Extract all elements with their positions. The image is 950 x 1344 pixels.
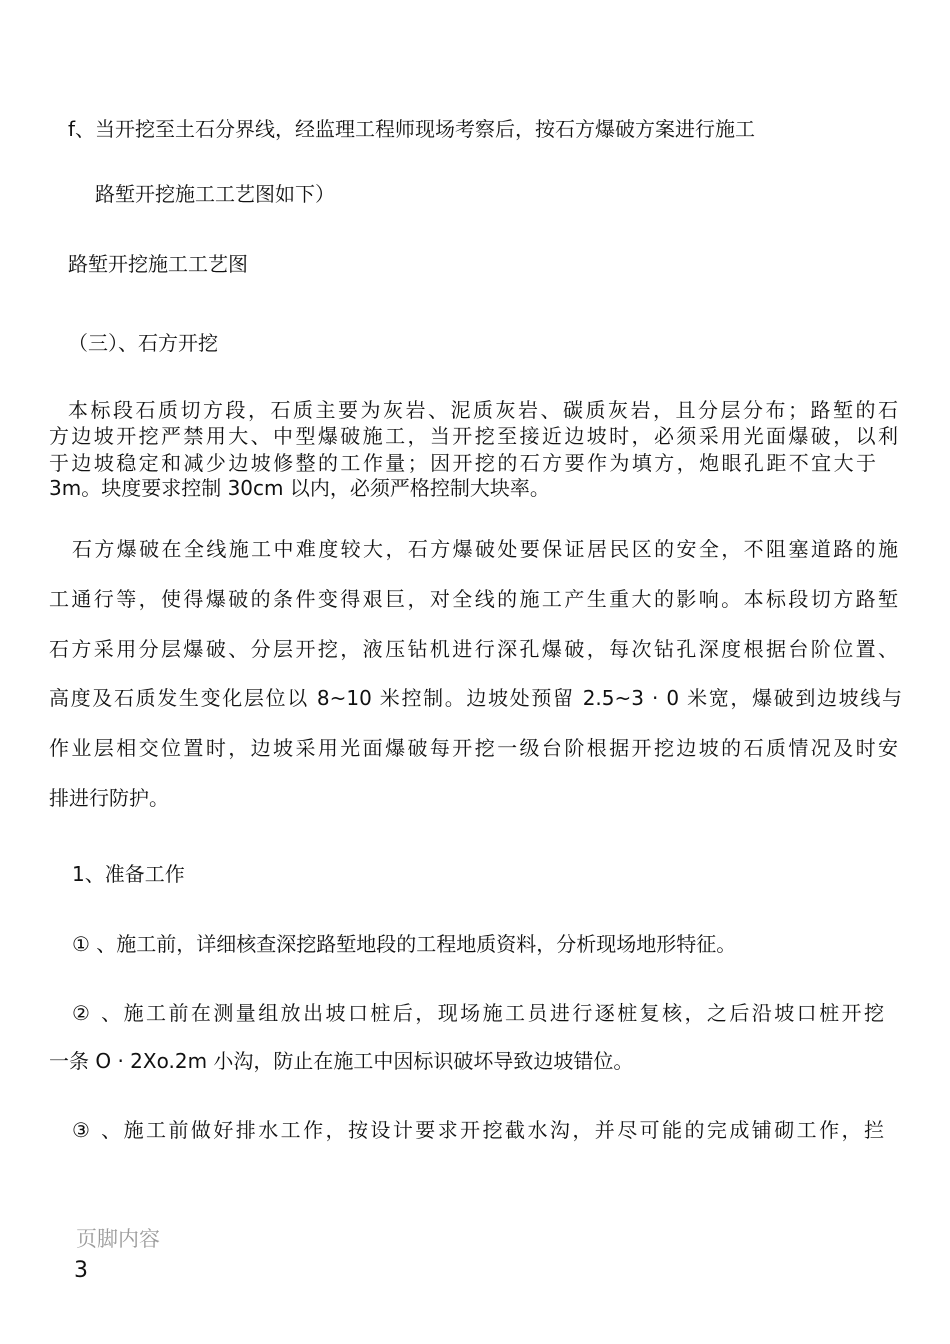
section-heading: （三）、石方开挖: [68, 331, 218, 355]
paragraph-line: 高度及石质发生变化层位以 8~10 米控制。边坡处预留 2.5~3 · 0 米宽，爆破到边坡线与: [49, 686, 902, 710]
prep-heading: 1、准备工作: [72, 862, 185, 886]
paragraph-line: 作业层相交位置时，边坡采用光面爆破每开挖一级台阶根据开挖边坡的石质情况及时安: [49, 736, 898, 760]
list-item-line: 一条 O · 2Ⅹo.2m 小沟，防止在施工中因标识破坏导致边坡错位。: [49, 1049, 634, 1073]
paragraph-line: 3m。块度要求控制 30cm 以内，必须严格控制大块率。: [49, 476, 550, 500]
process-intro: 路堑开挖施工工艺图如下）: [95, 182, 335, 206]
list-item-3: ③ 、施工前做好排水工作，按设计要求开挖截水沟，并尽可能的完成铺砌工作，拦: [72, 1118, 884, 1142]
paragraph-line: 工通行等，使得爆破的条件变得艰巨，对全线的施工产生重大的影响。本标段切方路堑: [49, 587, 898, 611]
paragraph-line: 排进行防护。: [49, 786, 169, 810]
paragraph-line: 于边坡稳定和减少边坡修整的工作量；因开挖的石方要作为填方，炮眼孔距不宜大于: [49, 451, 876, 475]
paragraph-line: 石方爆破在全线施工中难度较大，石方爆破处要保证居民区的安全，不阻塞道路的施: [72, 537, 898, 561]
process-caption: 路堑开挖施工工艺图: [68, 252, 248, 276]
paragraph-line: 石方采用分层爆破、分层开挖，液压钻机进行深孔爆破，每次钻孔深度根据台阶位置、: [49, 637, 898, 661]
paragraph-line: 方边坡开挖严禁用大、中型爆破施工，当开挖至接近边坡时，必须采用光面爆破，以利: [49, 424, 898, 448]
footer-label: 页脚内容: [76, 1227, 160, 1251]
list-item-1: ① 、施工前，详细核查深挖路堑地段的工程地质资料，分析现场地形特征。: [72, 932, 737, 956]
paragraph-line: 本标段石质切方段，石质主要为灰岩、泥质灰岩、碳质灰岩，且分层分布；路堑的石: [68, 398, 898, 422]
page-number: 3: [74, 1258, 88, 1283]
list-item-line: ② 、施工前在测量组放出坡口桩后，现场施工员进行逐桩复核，之后沿坡口桩开挖: [72, 1001, 884, 1025]
paragraph-f: f、当开挖至土石分界线，经监理工程师现场考察后，按石方爆破方案进行施工: [68, 117, 756, 141]
